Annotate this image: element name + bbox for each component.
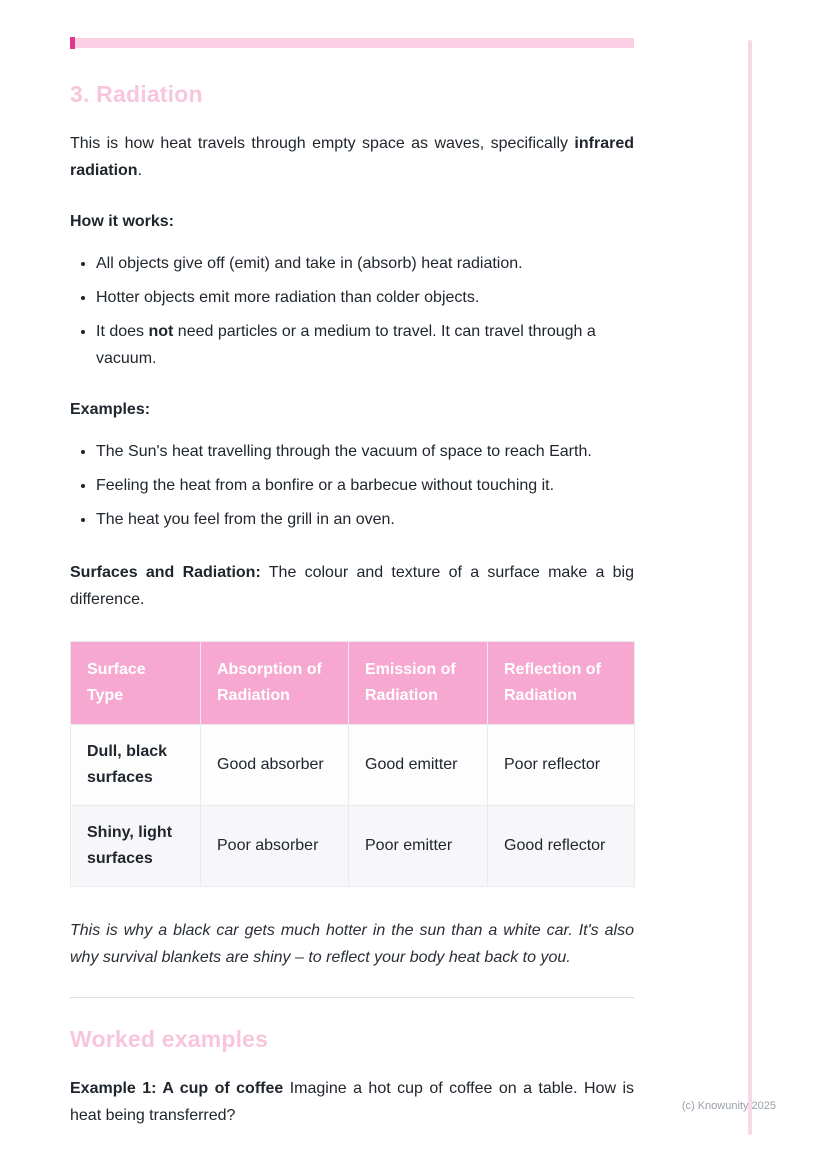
bullet-bold-text: not — [148, 323, 174, 340]
document-content — [70, 0, 634, 1129]
example1-bold-text: Example 1: A cup of coffee — [70, 1080, 284, 1097]
top-accent-tick — [70, 37, 75, 49]
intro-text: This is how heat travels through empty space as waves, specifically — [70, 135, 575, 152]
cell-surface-type: Shiny, light surfaces — [71, 806, 201, 887]
table-row — [71, 806, 635, 887]
section-heading-worked-examples: Worked examples — [70, 1026, 269, 1052]
intro-end-text: . — [137, 162, 143, 179]
bullet-text: It does — [96, 323, 149, 340]
cell-emission: Poor emitter — [349, 806, 488, 887]
table-row — [71, 725, 635, 806]
intro-bold-text: infrared radiation — [70, 135, 634, 179]
how-it-works-list — [70, 250, 634, 372]
example1-paragraph — [70, 1075, 634, 1129]
italic-note: This is why a black car gets much hotter in the sun than a white car. It's also why survival blankets are shiny – to reflect your body heat back to you. — [70, 922, 634, 966]
surfaces-bold-text: Surfaces and Radiation: — [70, 564, 261, 581]
copyright-footer: (c) Knowunity 2025 — [681, 1100, 776, 1112]
right-margin-line — [748, 40, 752, 1135]
radiation-surfaces-table — [70, 641, 635, 887]
bullet-item: • The Sun's heat travelling through the vacuum of space to reach Earth. — [96, 438, 634, 465]
bullet-item: • Feeling the heat from a bonfire or a barbecue without touching it. — [96, 472, 634, 499]
surfaces-text: The colour and texture of a surface make a big difference. — [70, 564, 634, 608]
bullet-item: • All objects give off (emit) and take in (absorb) heat radiation. — [96, 250, 634, 277]
examples-list — [70, 438, 634, 533]
table-header-row — [71, 642, 635, 725]
top-accent-bar — [70, 38, 634, 48]
section-heading-radiation: 3. Radiation — [70, 81, 203, 107]
how-it-works-label: How it works: — [70, 213, 175, 230]
table-header-emission: Emission of Radiation — [349, 642, 488, 725]
examples-label: Examples: — [70, 401, 151, 418]
cell-absorption: Good absorber — [201, 725, 349, 806]
cell-emission: Good emitter — [349, 725, 488, 806]
cell-reflection: Good reflector — [488, 806, 635, 887]
radiation-intro-paragraph — [70, 130, 634, 184]
cell-surface-type: Dull, black surfaces — [71, 725, 201, 806]
bullet-item: • The heat you feel from the grill in an oven. — [96, 506, 634, 533]
table-header-surface-type: Surface Type — [71, 642, 201, 725]
example1-text: Imagine a hot cup of coffee on a table. How is heat being transferred? — [70, 1080, 635, 1124]
bullet-item: • Hotter objects emit more radiation than colder objects. — [96, 284, 634, 311]
cell-absorption: Poor absorber — [201, 806, 349, 887]
surfaces-paragraph — [70, 559, 634, 613]
table-header-absorption: Absorption of Radiation — [201, 642, 349, 725]
bullet-text: need particles or a medium to travel. It can travel through a vacuum. — [96, 323, 596, 367]
bullet-item — [96, 318, 634, 372]
section-divider — [70, 997, 634, 998]
cell-reflection: Poor reflector — [488, 725, 635, 806]
table-header-reflection: Reflection of Radiation — [488, 642, 635, 725]
